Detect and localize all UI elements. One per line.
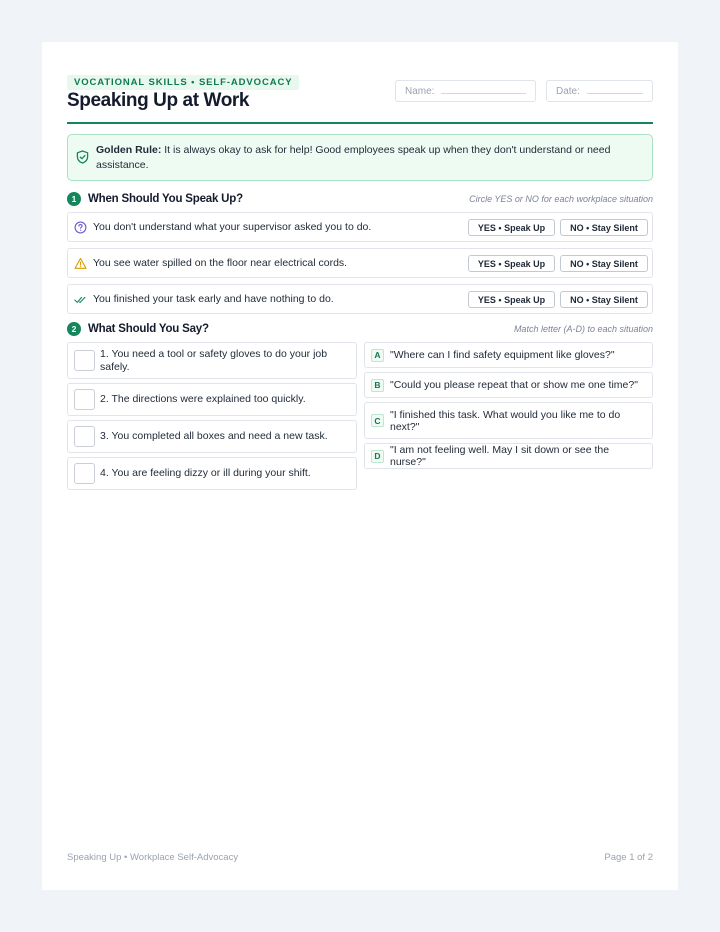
shield-check-icon [76, 150, 89, 164]
page-title: Speaking Up at Work [67, 90, 250, 111]
situation-row [67, 212, 653, 242]
answer-text: "Where can I find safety equipment like gloves?" [390, 349, 615, 361]
match-situation-text: 4. You are feeling dizzy or ill during your shift. [100, 467, 311, 479]
section-title: What Should You Say? [88, 323, 209, 335]
no-stay-silent-option[interactable]: NO • Stay Silent [560, 219, 648, 236]
answer-box[interactable] [74, 463, 95, 484]
worksheet-header [67, 72, 653, 124]
name-field[interactable] [395, 80, 536, 102]
situation-text: You don't understand what your supervisor asked you to do. [93, 221, 372, 233]
worksheet-page [42, 42, 678, 890]
answer-letter: D [371, 450, 384, 463]
name-line [441, 93, 526, 94]
section-hint: Circle YES or NO for each workplace situation [469, 194, 653, 204]
answer-box[interactable] [74, 350, 95, 371]
eyebrow-badge: VOCATIONAL SKILLS • SELF-ADVOCACY [67, 75, 299, 90]
match-situation [67, 383, 357, 416]
date-label: Date: [556, 85, 580, 97]
match-answer [364, 342, 653, 368]
page-number: Page 1 of 2 [604, 852, 653, 863]
golden-rule-label: Golden Rule: [96, 144, 162, 156]
answer-letter: C [371, 414, 384, 427]
answer-text: "I finished this task. What would you like me to do next?" [390, 408, 621, 433]
answer-box[interactable] [74, 426, 95, 447]
section-number: 1 [67, 192, 81, 206]
double-check-icon [74, 293, 87, 306]
situation-text: You finished your task early and have nothing to do. [93, 293, 334, 305]
match-situation-text: 1. You need a tool or safety gloves to do your job safely. [100, 347, 328, 373]
answer-box[interactable] [74, 389, 95, 410]
situation-row [67, 248, 653, 278]
no-stay-silent-option[interactable]: NO • Stay Silent [560, 291, 648, 308]
name-label: Name: [405, 85, 435, 97]
footer-title: Speaking Up • Workplace Self-Advocacy [67, 852, 239, 863]
section-title: When Should You Speak Up? [88, 193, 243, 205]
match-answer [364, 372, 653, 398]
situation-row [67, 284, 653, 314]
section-hint: Match letter (A-D) to each situation [513, 324, 653, 334]
golden-rule-callout [67, 134, 653, 181]
yes-speak-up-option[interactable]: YES • Speak Up [468, 291, 555, 308]
date-field[interactable] [546, 80, 653, 102]
yes-speak-up-option[interactable]: YES • Speak Up [468, 219, 555, 236]
match-answer [364, 443, 653, 469]
match-answer [364, 402, 653, 439]
match-situation-text: 3. You completed all boxes and need a new task. [100, 430, 328, 442]
worksheet-content [67, 72, 653, 502]
section-1-heading [67, 190, 653, 208]
answer-letter: A [371, 349, 384, 362]
answer-text: "Could you please repeat that or show me one time?" [390, 379, 638, 391]
section-number: 2 [67, 322, 81, 336]
golden-rule-text: It is always okay to ask for help! Good employees speak up when they don't understand or need assistance. [96, 144, 611, 171]
warning-triangle-icon [74, 257, 87, 270]
match-situation [67, 457, 357, 490]
answers-column [364, 342, 653, 473]
date-line [587, 93, 643, 94]
section-2-heading [67, 320, 653, 338]
situation-text: You see water spilled on the floor near electrical cords. [93, 257, 348, 269]
speak-up-situations [67, 212, 653, 314]
matching-exercise [67, 342, 653, 502]
match-situation [67, 420, 357, 453]
page-footer [67, 852, 653, 863]
match-situation [67, 342, 357, 379]
answer-letter: B [371, 379, 384, 392]
situations-column [67, 342, 357, 494]
match-situation-text: 2. The directions were explained too quickly. [100, 393, 306, 405]
answer-text: "I am not feeling well. May I sit down or see the nurse?" [390, 444, 610, 468]
no-stay-silent-option[interactable]: NO • Stay Silent [560, 255, 648, 272]
yes-speak-up-option[interactable]: YES • Speak Up [468, 255, 555, 272]
question-circle-icon [74, 221, 87, 234]
